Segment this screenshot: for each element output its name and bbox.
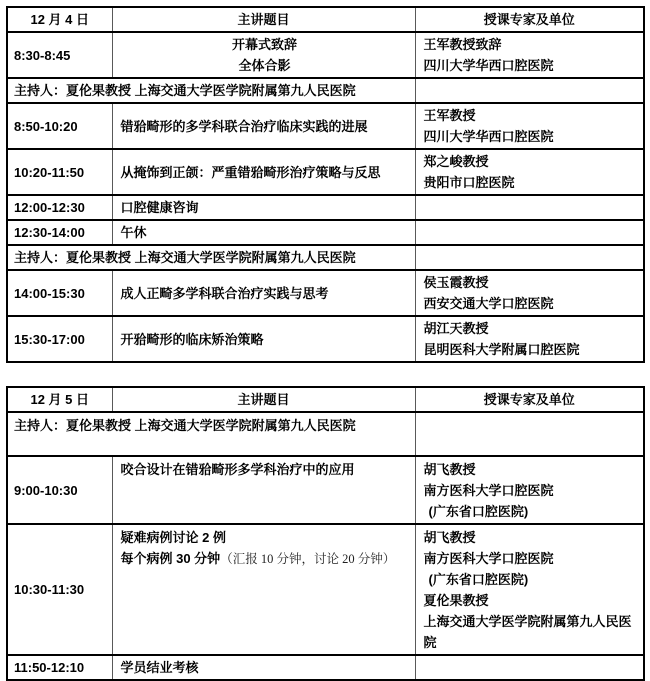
time-cell: 14:00-15:30	[7, 270, 112, 316]
faculty-cell	[415, 524, 644, 655]
table2-date-header: 12 月 5 日	[7, 387, 112, 412]
topic-cell: 口腔健康咨询	[112, 195, 415, 220]
affiliation-line: 西安交通大学口腔医院	[423, 296, 554, 311]
topic-line: 疑难病例讨论 2 例	[120, 530, 226, 545]
table1-row-lunch	[7, 220, 644, 245]
time-cell: 12:00-12:30	[7, 195, 112, 220]
table1-topic-header: 主讲题目	[112, 7, 415, 32]
topic-cell: 从掩饰到正颌：严重错𬌗畸形治疗策略与反思	[112, 149, 415, 195]
speaker-line: 夏伦果教授	[423, 593, 489, 608]
table1-header-row	[7, 7, 644, 32]
chair-cell: 主持人：夏伦果教授 上海交通大学医学院附属第九人民医院	[7, 78, 415, 103]
time-cell: 10:20-11:50	[7, 149, 112, 195]
time-cell: 15:30-17:00	[7, 316, 112, 362]
topic-line	[121, 548, 411, 570]
speaker-line: 王军教授	[423, 108, 476, 123]
affiliation-line: 昆明医科大学附属口腔医院	[423, 342, 580, 357]
faculty-cell	[415, 149, 644, 195]
empty-cell	[415, 195, 644, 220]
chair-cell: 主持人：夏伦果教授 上海交通大学医学院附属第九人民医院	[7, 245, 415, 270]
table1-row-1530	[7, 316, 644, 362]
table2-row-1030	[7, 524, 644, 655]
chair-cell: 主持人：夏伦果教授 上海交通大学医学院附属第九人民医院	[7, 412, 415, 456]
time-cell: 10:30-11:30	[7, 524, 112, 655]
empty-cell	[415, 412, 644, 456]
table2-chair-row	[7, 412, 644, 456]
table2-topic-header: 主讲题目	[112, 387, 415, 412]
time-cell: 11:50-12:10	[7, 655, 112, 680]
affiliation-line: 贵阳市口腔医院	[423, 175, 515, 190]
affiliation-line: 四川大学华西口腔医院	[423, 129, 554, 144]
topic-line: 全体合影	[238, 58, 291, 73]
topic-bold-part: 每个病例 30 分钟	[120, 551, 221, 566]
empty-cell	[415, 245, 644, 270]
faculty-cell	[415, 270, 644, 316]
speaker-line: 胡江天教授	[423, 321, 489, 336]
table2-faculty-header: 授课专家及单位	[415, 387, 644, 412]
time-cell: 12:30-14:00	[7, 220, 112, 245]
table1-row-1200	[7, 195, 644, 220]
topic-cell: 成人正畸多学科联合治疗实践与思考	[112, 270, 415, 316]
speaker-line: 胡飞教授	[423, 530, 476, 545]
schedule-table-dec5	[6, 386, 645, 681]
table1-chair-row-1	[7, 78, 644, 103]
table2-row-1150	[7, 655, 644, 680]
table1-row-opening	[7, 32, 644, 78]
affiliation-line: 南方医科大学口腔医院	[423, 551, 554, 566]
empty-cell	[415, 78, 644, 103]
time-cell: 8:30-8:45	[7, 32, 112, 78]
speaker-line: 侯玉霞教授	[423, 275, 489, 290]
table2-header-row	[7, 387, 644, 412]
table1-date-header: 12 月 4 日	[7, 7, 112, 32]
topic-cell	[112, 524, 415, 655]
table2-row-900	[7, 456, 644, 524]
empty-cell	[415, 655, 644, 680]
affiliation-line: (广东省口腔医院)	[428, 572, 529, 587]
time-cell: 8:50-10:20	[7, 103, 112, 149]
topic-cell: 学员结业考核	[112, 655, 415, 680]
affiliation-line: 南方医科大学口腔医院	[423, 483, 554, 498]
schedule-table-dec4	[6, 6, 645, 363]
topic-cell: 咬合设计在错𬌗畸形多学科治疗中的应用	[112, 456, 415, 524]
topic-line: 开幕式致辞	[231, 37, 297, 52]
table1-row-1400	[7, 270, 644, 316]
table1-row-850	[7, 103, 644, 149]
speaker-line: 胡飞教授	[423, 462, 476, 477]
faculty-cell	[415, 32, 644, 78]
affiliation-line: (广东省口腔医院)	[428, 504, 529, 519]
affiliation-line: 上海交通大学医学院附属第九人民医院	[423, 614, 632, 650]
topic-cell	[112, 32, 415, 78]
affiliation-line: 四川大学华西口腔医院	[423, 58, 554, 73]
topic-cell: 开𬌗畸形的临床矫治策略	[112, 316, 415, 362]
table1-faculty-header: 授课专家及单位	[415, 7, 644, 32]
faculty-cell	[415, 456, 644, 524]
topic-cell: 错𬌗畸形的多学科联合治疗临床实践的进展	[112, 103, 415, 149]
table1-chair-row-2	[7, 245, 644, 270]
table1-row-1020	[7, 149, 644, 195]
faculty-cell	[415, 103, 644, 149]
time-cell: 9:00-10:30	[7, 456, 112, 524]
topic-note-part: （汇报 10 分钟，讨论 20 分钟）	[220, 552, 396, 566]
faculty-cell	[415, 316, 644, 362]
speaker-line: 郑之峻教授	[423, 154, 489, 169]
topic-cell: 午休	[112, 220, 415, 245]
empty-cell	[415, 220, 644, 245]
speaker-line: 王军教授致辞	[423, 37, 502, 52]
